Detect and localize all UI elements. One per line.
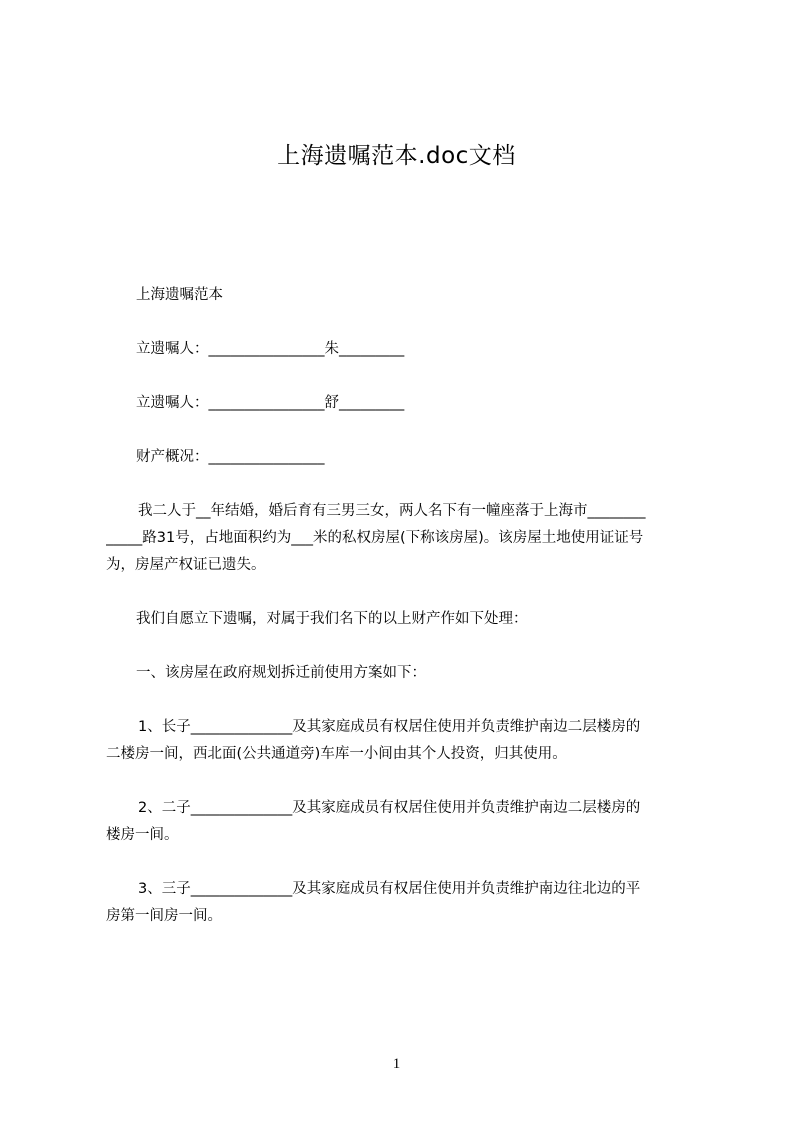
item-1-line-1: 1、长子______________及其家庭成员有权居住使用并负责维护南边二层楼房的 (138, 719, 641, 735)
item-3-line-1: 3、三子______________及其家庭成员有权居住使用并负责维护南边往北边的平 (138, 881, 641, 897)
item-1-line-2: 二楼房一间，西北面(公共通道旁)车库一小间由其个人投资，归其使用。 (106, 746, 567, 762)
statement-paragraph: 我们自愿立下遗嘱，对属于我们名下的以上财产作如下处理： (136, 611, 528, 627)
testator-1-line: 立遗嘱人：________________朱_________ (136, 341, 405, 357)
intro-line-1: 我二人于__年结婚，婚后育有三男三女，两人名下有一幢座落于上海市________ (138, 503, 646, 519)
item-1-paragraph (106, 714, 700, 768)
intro-line-3: 为，房屋产权证已遗失。 (106, 557, 266, 573)
item-3-line-2: 房第一间房一间。 (106, 908, 222, 924)
page-number: 1 (392, 1056, 401, 1072)
section-1-heading: 一、该房屋在政府规划拆迁前使用方案如下： (136, 665, 426, 681)
item-2-paragraph (106, 795, 700, 849)
document-heading: 上海遗嘱范本 (136, 287, 223, 303)
property-overview-line: 财产概况：________________ (136, 449, 325, 465)
item-2-line-1: 2、二子______________及其家庭成员有权居住使用并负责维护南边二层楼房的 (138, 800, 641, 816)
item-3-paragraph (106, 876, 700, 930)
intro-paragraph (106, 498, 700, 579)
document-title: 上海遗嘱范本.doc文档 (277, 143, 516, 169)
testator-2-line: 立遗嘱人：________________舒_________ (136, 395, 405, 411)
document-body (106, 282, 700, 957)
intro-line-2: _____路31号，占地面积约为___米的私权房屋(下称该房屋)。该房屋土地使用证证号 (106, 530, 644, 546)
item-2-line-2: 楼房一间。 (106, 827, 179, 843)
